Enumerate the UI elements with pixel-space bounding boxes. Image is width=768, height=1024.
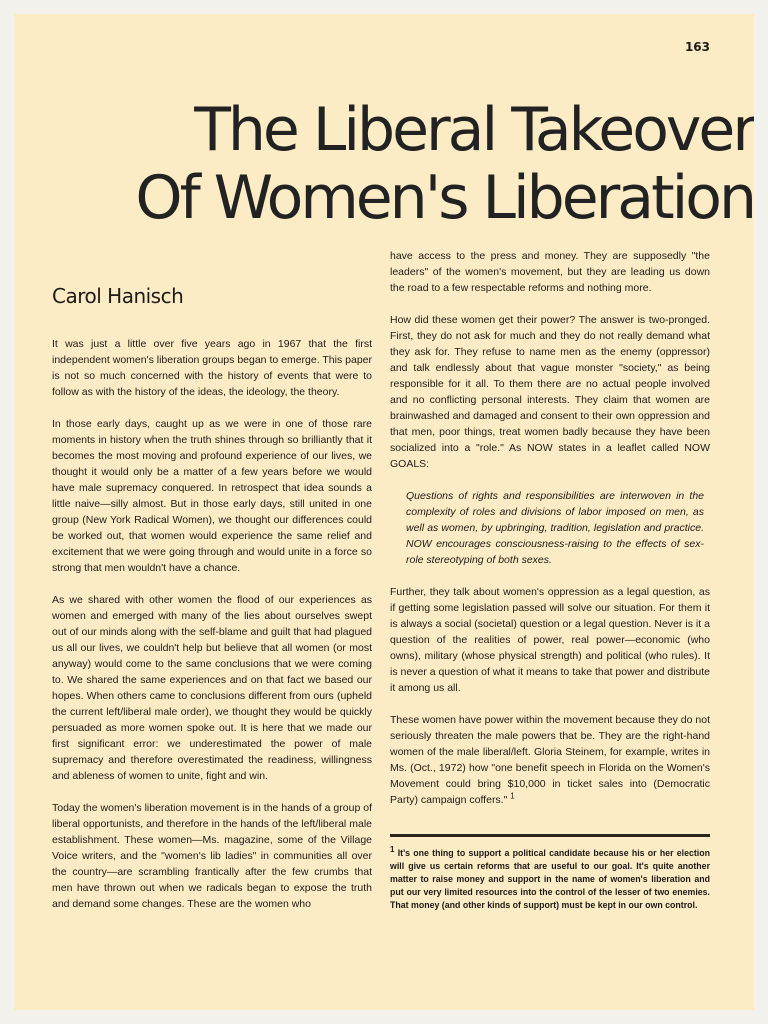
paragraph: How did these women get their power? The answer is two-pronged. First, they do not ask for much and they do not really demand what they ask for. They refuse to name men as the enemy (oppressor) and talk endlessly about that vague monster "society," as being responsible for it all. To them there are no actual people involved and no conflicting personal interests. They claim that women are brainwashed and damaged and consent to their own oppression and that men, poor things, treat women badly because they have been socialized into a "role." As NOW states in a leaflet called NOW GOALS: — [390, 314, 710, 470]
page-number: 163 — [684, 40, 710, 54]
footnote-marker: 1 — [390, 845, 395, 855]
paragraph: As we shared with other women the flood of our experiences as women and emerged with many of the lies about ourselves swept out of our minds along with the self-blame and guilt that had plagued us all our lives, we couldn't help but believe that all women (or most anyway) would come to the same conclusions that we were coming to. We shared the same experiences and on that fact we based our hopes. When others came to conclusions different from ours (upheld the current left/liberal male order), we thought they would be quickly persuaded as more women spoke out. It is here that we made our first significant error: we underestimated the power of male supremacy and therefore overestimated the readiness, willingness and ableness of women to unite, fight and win. — [52, 594, 372, 782]
block-quote: Questions of rights and responsibilities are interwoven in the complexity of roles and divisions of labor imposed on men, as well as women, by upbringing, tradition, legislation and practice. NOW encourages consciousness-raising to the effects of sex-role stereotyping of both sexes. — [406, 490, 704, 566]
footnote-divider — [390, 834, 710, 837]
footnote — [390, 847, 710, 912]
right-column — [390, 248, 710, 912]
paragraph: Further, they talk about women's oppression as a legal question, as if getting some legislation passed will solve our situation. For them it is always a social (societal) question or a legal question. Never is it a question of the realities of power, real power—economic (who owns), military (whose physical strength) and political (who rules). It is never a question of what it means to take that power and distribute it among us all. — [390, 586, 710, 694]
paragraph — [390, 712, 710, 808]
document-page — [14, 14, 754, 1010]
paragraph: In those early days, caught up as we were in one of those rare moments in history when the truth shines through so brilliantly that it becomes the most moving and profound experience of our lives, we thought it would only be a matter of a few years before we would have male supremacy conquered. In retrospect that idea sounds a little naive—silly almost. But in those early days, still united in one group (New York Radical Women), we thought our differences could be worked out, that women would experience the same relief and excitement that we were going through and would unite in a force so strong that men wouldn't have a chance. — [52, 418, 372, 574]
title-line-2: Of Women's Liberation — [135, 163, 754, 233]
author-name: Carol Hanisch — [52, 284, 184, 308]
paragraph: It was just a little over five years ago in 1967 that the first independent women's liberation groups began to emerge. This paper is not so much concerned with the history of events that were to follow as with the history of the ideas, the ideology, the theory. — [52, 338, 372, 398]
footnote-text: It's one thing to support a political candidate because his or her election will give us certain reforms that are useful to our goal. It's quite another matter to raise money and support in the name of women's liberation and put our very limited resources into the control of the lesser of two enemies. That money (and other kinds of support) must be kept in our own control. — [390, 848, 710, 910]
title-line-1: The Liberal Takeover — [194, 95, 754, 165]
footnote-reference: 1 — [510, 791, 515, 801]
paragraph-text: These women have power within the movement because they do not seriously threaten the male powers that be. They are the right-hand women of the male liberal/left. Gloria Steinem, for example, writes in Ms. (Oct., 1972) how "one benefit speech in Florida on the Women's Movement could bring $10,000 in ticket sales into (Democratic Party) campaign coffers." — [390, 714, 710, 806]
paragraph: have access to the press and money. They are supposedly "the leaders" of the women's movement, but they are leading us down the road to a few respectable reforms and nothing more. — [390, 250, 710, 294]
left-column — [52, 336, 372, 928]
paragraph: Today the women's liberation movement is in the hands of a group of liberal opportunists, and therefore in the hands of the left/liberal male establishment. These women—Ms. magazine, some of the Village Voice writers, and the "women's lib ladies" in communities all over the country—are scrambling frantically after the few crumbs that men have thrown out when we radicals began to expose the truth and demand some changes. These are the women who — [52, 802, 372, 910]
article-title — [74, 96, 754, 232]
